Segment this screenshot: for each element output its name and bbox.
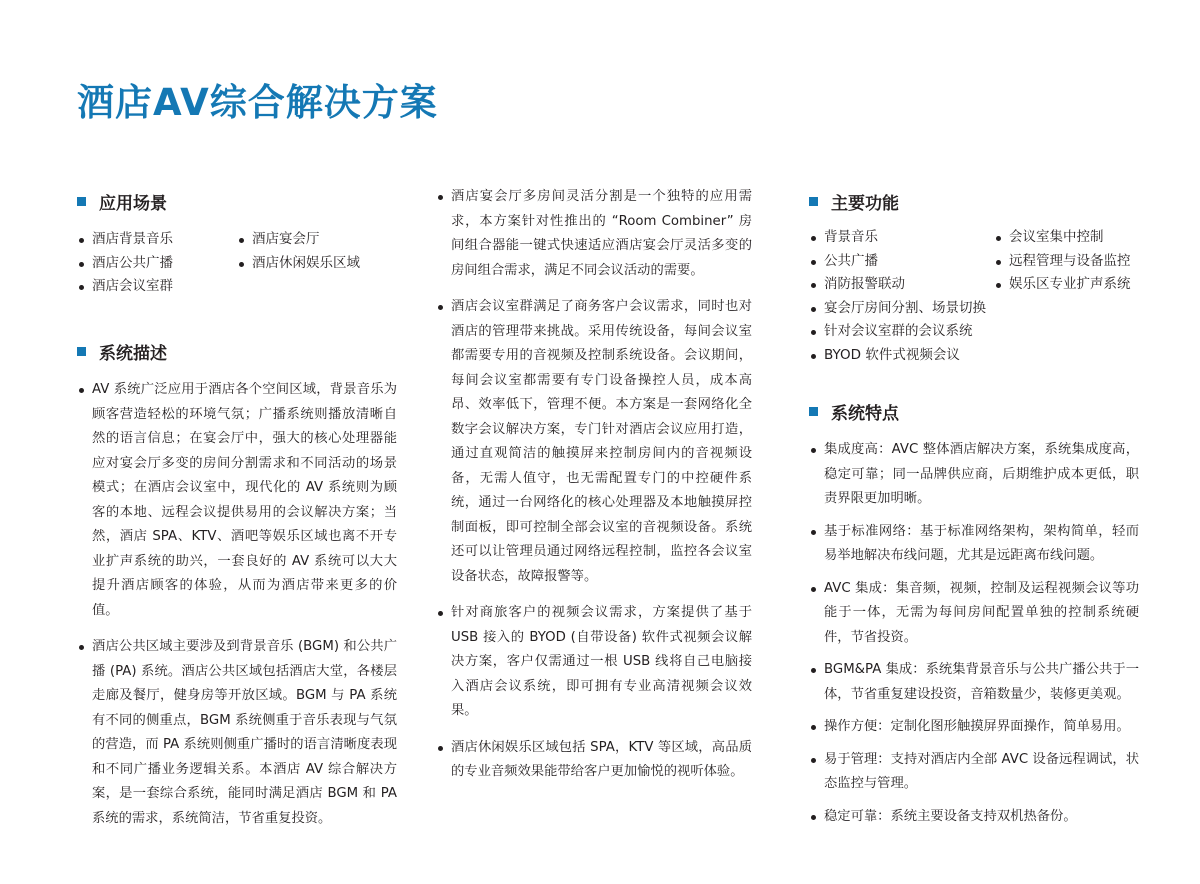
list-item: 娱乐区专业扩声系统 — [994, 273, 1139, 297]
section-heading-text: 主要功能 — [831, 194, 899, 214]
paragraph-item: 酒店会议室群满足了商务客户会议需求，同时也对酒店的管理带来挑战。采用传统设备，每间会议室都需要专用的音视频及控制系统设备。会议期间，每间会议室都需要有专门设备操控人员，成本高昂、效率低下，管理不便。本方案是一套网络化全数字会议解决方案，专门针对酒店会议应用打造，通过直观简洁的触摸屏来控制房间内的音视频设备，无需人值守，也无需配置专门的中控硬件系统，通过一台网络化的核心处理器及本地触摸屏控制面板，即可控制全部会议室的音视频设备。系统还可以让管理员通过网络远程控制，监控各会议室设备状态，故障报警等。 — [436, 295, 752, 589]
description-list — [77, 378, 397, 843]
list-item: 公共广播 — [809, 250, 994, 274]
list-item: 酒店休闲娱乐区域 — [237, 252, 397, 276]
paragraph-item: 酒店宴会厅多房间灵活分割是一个独特的应用需求，本方案针对性推出的 “Room Combiner” 房间组合器能一键式快速适应酒店宴会厅灵活多变的房间组合需求，满足不同会议活动的需要。 — [436, 185, 752, 283]
paragraph-item: 稳定可靠：系统主要设备支持双机热备份。 — [809, 805, 1139, 830]
paragraph-item: BGM&PA 集成：系统集背景音乐与公共广播公共于一体，节省重复建设投资，音箱数量少，装修更美观。 — [809, 658, 1139, 707]
paragraph-item: 易于管理：支持对酒店内全部 AVC 设备远程调试，状态监控与管理。 — [809, 748, 1139, 797]
features-list — [809, 438, 1139, 837]
list-item: 酒店公共广播 — [77, 252, 237, 276]
paragraph-item: AVC 集成：集音频，视频，控制及运程视频会议等功能于一体，无需为每间房间配置单独的控制系统硬件，节省投资。 — [809, 577, 1139, 651]
section-heading-text: 系统描述 — [99, 344, 167, 364]
paragraph-item: 针对商旅客户的视频会议需求，方案提供了基于 USB 接入的 BYOD (自带设备) 软件式视频会议解决方案，客户仅需通过一根 USB 线将自己电脑接入酒店会议系统，即可拥有专业高清视频会议效果。 — [436, 601, 752, 724]
list-item: 酒店会议室群 — [77, 275, 237, 299]
list-item: 背景音乐 — [809, 226, 994, 250]
section-heading-functions — [809, 189, 899, 214]
list-item: 酒店背景音乐 — [77, 228, 237, 252]
section-heading-description — [77, 339, 167, 364]
section-heading-applications — [77, 189, 167, 214]
list-item: 宴会厅房间分割、场景切换 — [809, 297, 994, 321]
paragraph-item: 酒店休闲娱乐区域包括 SPA，KTV 等区域，高品质的专业音频效果能带给客户更加愉悦的视听体验。 — [436, 736, 752, 785]
applications-list — [77, 228, 397, 299]
square-bullet-icon — [809, 407, 818, 416]
list-item: BYOD 软件式视频会议 — [809, 344, 994, 368]
paragraph-item: AV 系统广泛应用于酒店各个空间区域，背景音乐为顾客营造轻松的环境气氛；广播系统则播放清晰自然的语言信息；在宴会厅中，强大的核心处理器能应对宴会厅多变的房间分割需求和不同活动的场景模式；在酒店会议室中，现代化的 AV 系统则为顾客的本地、远程会议提供易用的会议解决方案；当然，酒店 SPA、KTV、酒吧等娱乐区域也离不开专业扩声系统的助兴，一套良好的 AV 系统可以大大提升酒店顾客的体验，从而为酒店带来更多的价值。 — [77, 378, 397, 623]
paragraph-item: 集成度高：AVC 整体酒店解决方案，系统集成度高，稳定可靠；同一品牌供应商，后期维护成本更低，职责界限更加明晰。 — [809, 438, 1139, 512]
functions-list — [809, 226, 1139, 367]
paragraph-item: 基于标准网络：基于标准网络架构，架构简单，轻而易举地解决布线问题，尤其是远距离布线问题。 — [809, 520, 1139, 569]
paragraph-item: 操作方便：定制化图形触摸屏界面操作，简单易用。 — [809, 715, 1139, 740]
page-title: 酒店AV综合解决方案 — [77, 81, 438, 124]
list-item: 会议室集中控制 — [994, 226, 1139, 250]
section-heading-text: 应用场景 — [99, 194, 167, 214]
section-heading-features — [809, 399, 899, 424]
paragraph-item: 酒店公共区域主要涉及到背景音乐 (BGM) 和公共广播 (PA) 系统。酒店公共区域包括酒店大堂，各楼层走廊及餐厅，健身房等开放区域。BGM 与 PA 系统有不同的侧重点，BGM 系统侧重于音乐表现与气氛的营造，而 PA 系统则侧重广播时的语言清晰度表现和不同广播业务逻辑关系。本酒店 AV 综合解决方案，是一套综合系统，能同时满足酒店 BGM 和 PA 系统的需求，系统简洁，节省重复投资。 — [77, 635, 397, 831]
middle-paragraph-list — [436, 185, 752, 797]
list-item: 远程管理与设备监控 — [994, 250, 1139, 274]
list-item: 针对会议室群的会议系统 — [809, 320, 994, 344]
square-bullet-icon — [77, 347, 86, 356]
list-item: 酒店宴会厅 — [237, 228, 397, 252]
section-heading-text: 系统特点 — [831, 404, 899, 424]
square-bullet-icon — [809, 197, 818, 206]
list-item: 消防报警联动 — [809, 273, 994, 297]
square-bullet-icon — [77, 197, 86, 206]
